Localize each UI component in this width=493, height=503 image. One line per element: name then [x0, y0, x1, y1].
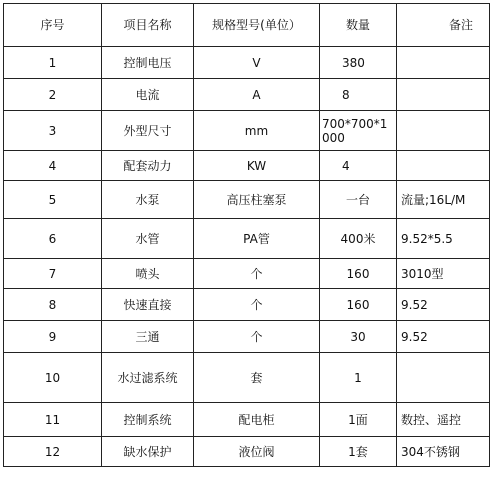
cell-index: 11	[4, 403, 102, 437]
cell-spec: 套	[194, 353, 320, 403]
cell-spec: 液位阀	[194, 437, 320, 467]
cell-spec: A	[194, 79, 320, 111]
cell-index: 3	[4, 111, 102, 151]
cell-note	[397, 47, 490, 79]
cell-index: 5	[4, 181, 102, 219]
header-item-name: 项目名称	[102, 4, 194, 47]
cell-quantity: 160	[320, 289, 397, 321]
cell-note: 9.52	[397, 321, 490, 353]
cell-spec: 个	[194, 321, 320, 353]
cell-item-name: 水泵	[102, 181, 194, 219]
table-row	[4, 79, 490, 111]
cell-item-name: 配套动力	[102, 151, 194, 181]
cell-index: 10	[4, 353, 102, 403]
table-row	[4, 321, 490, 353]
header-index: 序号	[4, 4, 102, 47]
header-spec: 规格型号(单位）	[194, 4, 320, 47]
cell-quantity: 30	[320, 321, 397, 353]
cell-note: 流量;16L/M	[397, 181, 490, 219]
cell-note	[397, 111, 490, 151]
cell-quantity: 4	[320, 151, 397, 181]
cell-index: 7	[4, 259, 102, 289]
cell-note: 3010型	[397, 259, 490, 289]
cell-index: 9	[4, 321, 102, 353]
cell-quantity: 1面	[320, 403, 397, 437]
table-row	[4, 353, 490, 403]
table-row	[4, 289, 490, 321]
table-row	[4, 219, 490, 259]
cell-index: 6	[4, 219, 102, 259]
cell-item-name: 外型尺寸	[102, 111, 194, 151]
cell-quantity: 380	[320, 47, 397, 79]
cell-item-name: 电流	[102, 79, 194, 111]
header-note: 备注	[397, 4, 490, 47]
table-row	[4, 437, 490, 467]
cell-spec: KW	[194, 151, 320, 181]
table-row	[4, 403, 490, 437]
cell-note	[397, 151, 490, 181]
spec-table	[3, 3, 490, 467]
cell-quantity: 8	[320, 79, 397, 111]
table-row	[4, 151, 490, 181]
table-row	[4, 259, 490, 289]
cell-index: 2	[4, 79, 102, 111]
cell-item-name: 控制系统	[102, 403, 194, 437]
cell-note: 9.52	[397, 289, 490, 321]
table-row	[4, 181, 490, 219]
cell-index: 12	[4, 437, 102, 467]
cell-spec: 配电柜	[194, 403, 320, 437]
cell-quantity: 一台	[320, 181, 397, 219]
cell-item-name: 缺水保护	[102, 437, 194, 467]
cell-spec: 个	[194, 259, 320, 289]
cell-note	[397, 79, 490, 111]
cell-quantity: 1套	[320, 437, 397, 467]
table-row	[4, 111, 490, 151]
cell-quantity: 160	[320, 259, 397, 289]
cell-quantity: 400米	[320, 219, 397, 259]
header-quantity: 数量	[320, 4, 397, 47]
cell-note	[397, 353, 490, 403]
cell-spec: 个	[194, 289, 320, 321]
cell-item-name: 快速直接	[102, 289, 194, 321]
cell-index: 1	[4, 47, 102, 79]
cell-item-name: 控制电压	[102, 47, 194, 79]
cell-spec: 高压柱塞泵	[194, 181, 320, 219]
cell-note: 数控、遥控	[397, 403, 490, 437]
cell-item-name: 水过滤系统	[102, 353, 194, 403]
cell-spec: V	[194, 47, 320, 79]
table-row	[4, 47, 490, 79]
cell-spec: mm	[194, 111, 320, 151]
cell-quantity: 700*700*1000	[320, 111, 397, 151]
header-row	[4, 4, 490, 47]
cell-index: 4	[4, 151, 102, 181]
cell-item-name: 三通	[102, 321, 194, 353]
cell-item-name: 喷头	[102, 259, 194, 289]
cell-item-name: 水管	[102, 219, 194, 259]
cell-spec: PA管	[194, 219, 320, 259]
cell-note: 9.52*5.5	[397, 219, 490, 259]
cell-index: 8	[4, 289, 102, 321]
cell-note: 304不锈钢	[397, 437, 490, 467]
cell-quantity: 1	[320, 353, 397, 403]
